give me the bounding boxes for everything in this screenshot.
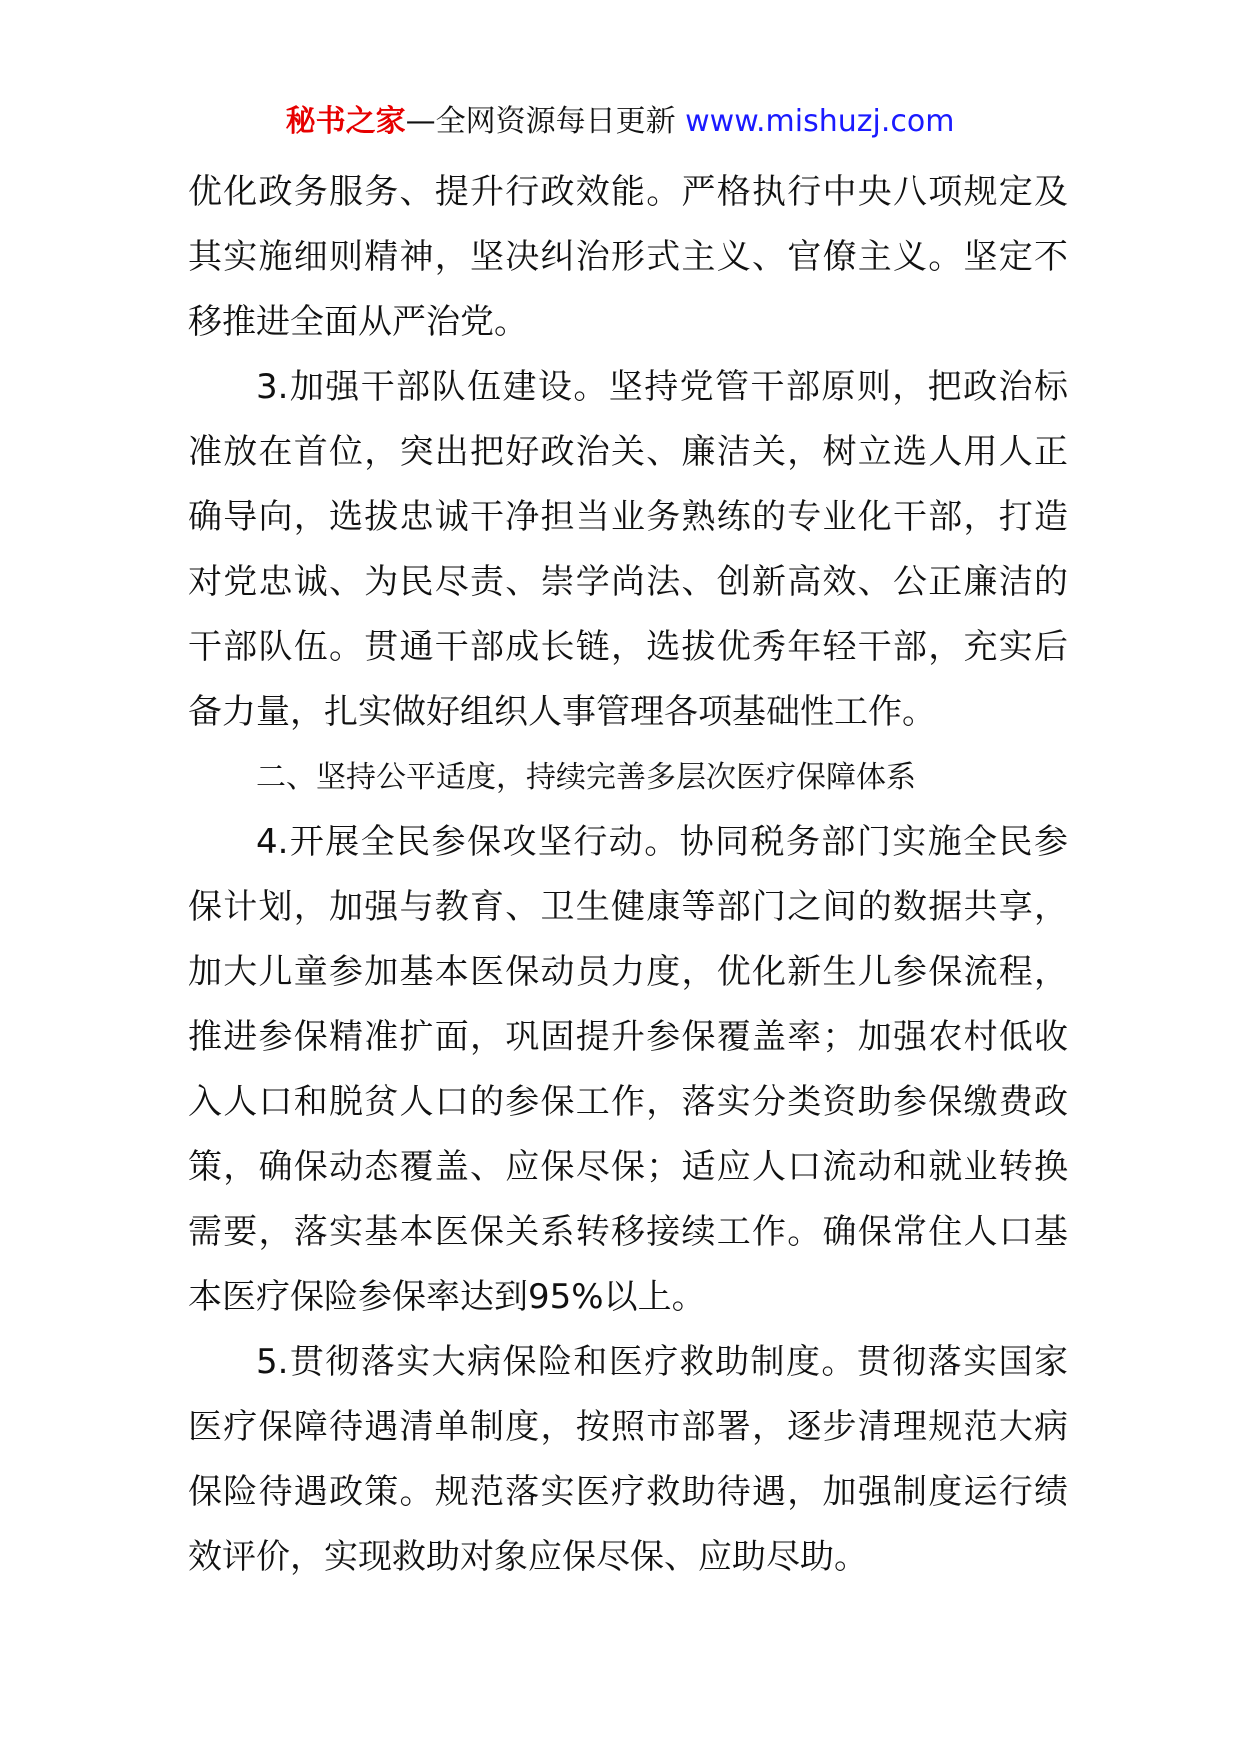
paragraph-item-4: 4.开展全民参保攻坚行动。协同税务部门实施全民参保计划，加强与教育、卫生健康等部门之间的数据共享，加大儿童参加基本医保动员力度，优化新生儿参保流程，推进参保精准扩面，巩固提升参保覆盖率；加强农村低收入人口和脱贫人口的参保工作，落实分类资助参保缴费政策，确保动态覆盖、应保尽保；适应人口流动和就业转换需要，落实基本医保关系转移接续工作。确保常住人口基本医疗保险参保率达到95%以上。 [188, 822, 1068, 1317]
site-brand: 秘书之家 [285, 104, 406, 139]
paragraph-continued: 优化政务服务、提升行政效能。严格执行中央八项规定及其实施细则精神，坚决纠治形式主义、官僚主义。坚定不移推进全面从严治党。 [188, 172, 1068, 342]
document-body [188, 160, 1068, 1590]
section-heading-2: 二、坚持公平适度，持续完善多层次医疗保障体系 [256, 760, 916, 795]
site-slogan: —全网资源每日更新 [405, 104, 686, 139]
paragraph-item-5: 5.贯彻落实大病保险和医疗救助制度。贯彻落实国家医疗保障待遇清单制度，按照市部署，逐步清理规范大病保险待遇政策。规范落实医疗救助待遇，加强制度运行绩效评价，实现救助对象应保尽保、应助尽助。 [188, 1342, 1068, 1577]
site-url-link[interactable]: www.mishuzj.com [685, 104, 955, 139]
site-header [0, 102, 1240, 142]
paragraph-item-3: 3.加强干部队伍建设。坚持党管干部原则，把政治标准放在首位，突出把好政治关、廉洁关，树立选人用人正确导向，选拔忠诚干净担当业务熟练的专业化干部，打造对党忠诚、为民尽责、崇学尚法、创新高效、公正廉洁的干部队伍。贯通干部成长链，选拔优秀年轻干部，充实后备力量，扎实做好组织人事管理各项基础性工作。 [188, 367, 1068, 732]
